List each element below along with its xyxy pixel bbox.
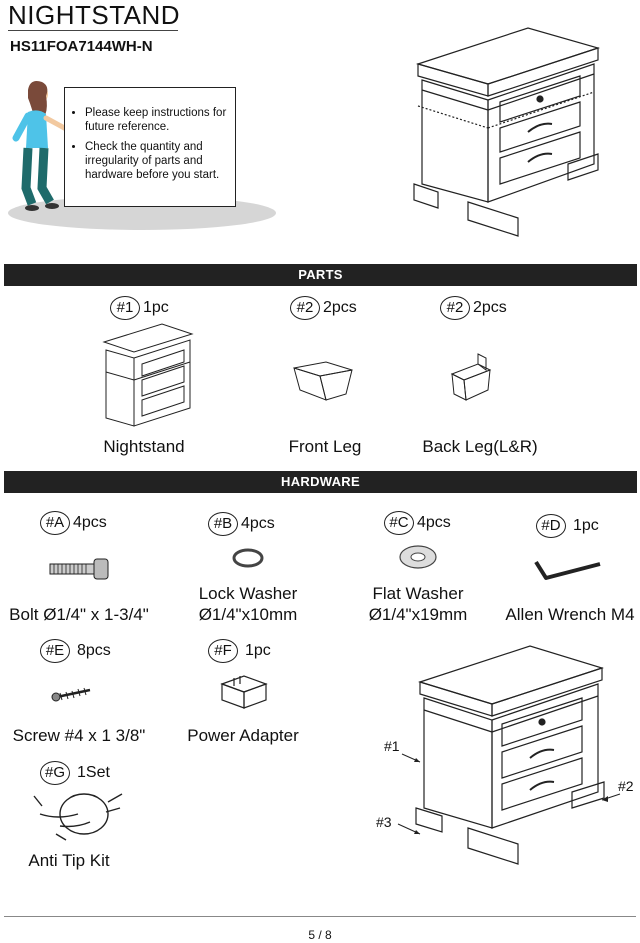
hardware-id-badge: #E [40,639,70,663]
hardware-id-badge: #D [536,514,566,538]
hardware-id-badge: #A [40,511,70,535]
hardware-qty: 4pcs [417,514,451,531]
assembly-diagram [412,632,612,884]
part-id-badge: #2 [290,296,320,320]
hardware-label: Screw #4 x 1 3/8" [12,726,146,745]
callout-3-arrow [396,822,424,838]
part-qty: 1pc [143,299,169,316]
hardware-qty: 4pcs [73,514,107,531]
note-item: • Check the quantity and irregularity of parts and hardware before you start. [85,140,229,182]
hardware-qty: 1Set [77,764,110,781]
part-label: Front Leg [288,437,362,456]
lock-washer-icon [232,548,264,568]
allen-wrench-icon [530,556,604,586]
parts-section-header: PARTS [4,264,637,286]
part-label: Back Leg(L&R) [422,437,538,456]
part-id-badge: #1 [110,296,140,320]
part-id-badge: #2 [440,296,470,320]
back-leg-icon [448,352,494,404]
anti-tip-kit-icon [28,786,124,842]
nightstand-part-icon [102,322,194,432]
hardware-id-badge: #B [208,512,238,536]
flat-washer-icon [398,544,438,570]
hardware-label-line2: Ø1/4"x19mm [368,605,468,624]
page-number: 5 / 8 [308,928,332,942]
title-underline [8,30,178,31]
instructions-note [64,87,236,207]
document-title: NIGHTSTAND [8,0,181,30]
hardware-c-tag [384,511,451,535]
hardware-b-tag [208,512,275,536]
part-1-tag [110,296,169,320]
hardware-label: Bolt Ø1/4" x 1-3/4" [9,605,149,624]
hardware-e-tag [40,639,111,663]
nightstand-illustration [408,24,608,244]
hardware-section-header: HARDWARE [4,471,637,493]
hardware-qty: 4pcs [241,515,275,532]
person-illustration [10,78,70,214]
callout-2-arrow [600,790,624,804]
hardware-qty: 1pc [573,517,599,534]
hardware-id-badge: #C [384,511,414,535]
model-number: HS11FOA7144WH-N [10,38,153,55]
hardware-f-tag [208,639,271,663]
callout-3: #3 [376,814,392,830]
hardware-label-line1: Flat Washer [372,584,464,603]
hardware-g-tag [40,761,110,785]
callout-1: #1 [384,738,400,754]
callout-2: #2 [618,778,634,794]
hardware-label: Power Adapter [187,726,299,745]
hardware-id-badge: #G [40,761,70,785]
hardware-label: Anti Tip Kit [28,851,110,870]
callout-1-arrow [400,752,424,766]
note-item: • Please keep instructions for future reference. [85,106,229,134]
front-leg-icon [290,360,356,404]
screw-icon [50,684,96,704]
part-qty: 2pcs [473,299,507,316]
hardware-id-badge: #F [208,639,238,663]
part-label: Nightstand [103,437,185,456]
hardware-label-line2: Ø1/4"x10mm [198,605,298,624]
footer-divider [4,916,636,917]
power-adapter-icon [218,672,270,712]
hardware-qty: 1pc [245,642,271,659]
hardware-d-tag [536,514,599,538]
part-3-tag [440,296,507,320]
hardware-qty: 8pcs [77,642,111,659]
hardware-a-tag [40,511,107,535]
hardware-label: Allen Wrench M4 [505,605,635,624]
part-2-tag [290,296,357,320]
part-qty: 2pcs [323,299,357,316]
bolt-icon [48,558,112,580]
hardware-label-line1: Lock Washer [198,584,298,603]
